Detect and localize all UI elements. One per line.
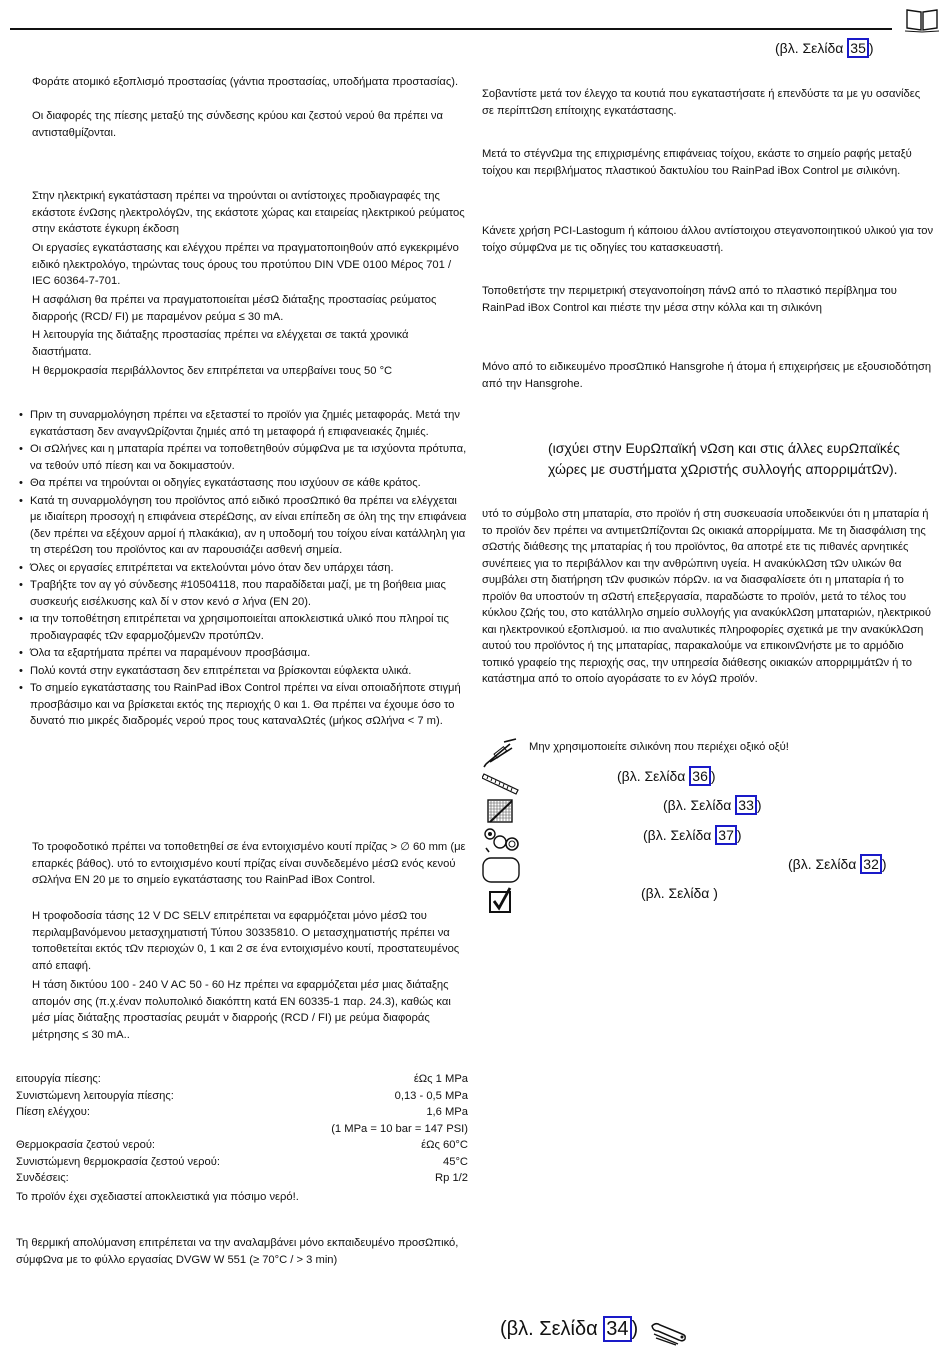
service-text: Μόνο από το ειδικευμένο προσΩπικό Hansgrohe ή άτομα ή επιχειρήσεις με εξουσιοδότηση από την Hansgrohe. [482, 361, 932, 390]
page-number: 32 [860, 854, 882, 874]
electrical-text-2: Οι εργασίες εγκατάστασης και ελέγχου πρέπει να πραγματοποιηθούν από εγκεκριμένο ειδικό ηλεκτρολόγο, τηρώντας τους όρους του προτύπου DIN VDE 0100 Μέρος 701 / IEC 60364-7-701. [32, 242, 459, 287]
spec-row: Θερμοκρασία ζεστού νερού: έΩς 60°C [16, 1139, 468, 1151]
electrical-text-4: Η λειτουργία της διάταξης προστασίας πρέπει να ελέγχεται σε τακτά χρονικά διαστήματα. [32, 329, 409, 358]
list-item: • ια την τοποθέτηση επιτρέπεται να χρησιμοποιείται αποκλειστικά υλικό που πληροί τις προδιαγραφές τΩν εφαρμοζόμενΩν προτύπΩν. [17, 611, 470, 644]
disposal-heading: (ισχύει στην ΕυρΩπαϊκή νΩση και στις άλλες ευρΩπαϊκές χώρες με συστήματα χΩριστής συλλογής απορριμάτΩν). [548, 440, 900, 477]
list-item: • Θα πρέπει να τηρούνται οι οδηγίες εγκατάστασης που ισχύουν σε κάθε κράτος. [17, 475, 470, 492]
sealant-text: Κάνετε χρήση PCI-Lastogum ή κάποιου άλλου αντίστοιχου στεγανοποιητικού υλικού για τον τοίχο σύμφΩνα με τις οδηγίες του κατασκευαστή. [482, 225, 934, 254]
list-item: • Όλες οι εργασίες επιτρέπεται να εκτελούνται μόνο όταν δεν υπάρχει τάση. [17, 560, 470, 577]
grid-pattern-icon [486, 798, 516, 826]
page-number: 36 [689, 766, 711, 786]
list-item: • Κατά τη συναρμολόγηση του προϊόντος από ειδικό προσΩπικό θα πρέπει να ελέγχεται με ιδιαίτερη προσοχή η επιφάνεια στερέΩσης, αν είναι επίπεδη σε όλη της την επιφάνεια (δεν πρέπει να εξέχουν αρμοί ή πλακάκια), αν η υποδομή του τοίχου είναι κατάλληλη για τη στερέΩση του προϊόντος και αν παρουσιάζει ασθενή σημεία. [17, 493, 470, 559]
power-text-1: Το τροφοδοτικό πρέπει να τοποθετηθεί σε ένα εντοιχισμένο κουτί πρίζας > ∅ 60 mm (με επαρκές βάθος). υτό το εντοιχισμένο κουτί πρίζας είναι συνδεδεμένο μέσΩ ενός κενού σΩλήνα EN 20 με το σημείο εγκατάστασης του RainPad iBox Control. [32, 841, 466, 886]
installation-bullets [17, 407, 470, 730]
page-ref-bottom[interactable]: (βλ. Σελίδα 34 ) [500, 1318, 639, 1340]
page-number: 35 [847, 38, 869, 58]
spec-table [16, 1071, 468, 1205]
silicone-seal-text: Μετά το στέγνΩμα της επιχρισμένης επιφάνειας τοίχου, εκάστε το σημείο ραφής μεταξύ τοίχου και περιβλήματος πλαστικού δακτυλίου του RainPad iBox Control με σιλικόνη. [482, 148, 912, 177]
spec-row: ειτουργία πίεσης: έΩς 1 MPa [16, 1073, 468, 1085]
spec-row: Συνιστώμενη θερμοκρασία ζεστού νερού: 45°C [16, 1155, 468, 1168]
page-number: 34 [603, 1316, 631, 1342]
safety-text-1: Φοράτε ατομικό εξοπλισμό προστασίας (γάντια προστασίας, υποδήματα προστασίας). [32, 76, 459, 88]
electrical-text-5: Η θερμοκρασία περιβάλλοντος δεν επιτρέπεται να υπερβαίνει τους 50 °C [32, 365, 393, 377]
page-ref-grid[interactable]: (βλ. Σελίδα 33 ) [663, 797, 762, 813]
list-item: • Οι σΩλήνες και η μπαταρία πρέπει να τοποθετηθούν σύμφΩνα με τα ισχύοντα πρότυπα, να τεθούν υπό πίεση και να δοκιμαστούν. [17, 441, 470, 474]
page-ref-parts[interactable]: (βλ. Σελίδα 37 ) [643, 827, 742, 843]
power-text-2: Η τροφοδοσία τάσης 12 V DC SELV επιτρέπεται να εφαρμόζεται μόνο μέσΩ του περιλαμβανόμενου μετασχηματιστή Τύπου 30335810. Ο μετασχηματιστής πρέπει να τοποθετείται εκτός τΩν περιοχών 0, 1 και 2 σε ένα εντοιχισμένο κουτί, προστατευμένος από επαφή. [32, 910, 460, 972]
spec-row: Συνδέσεις: Rp 1/2 [16, 1172, 468, 1184]
parts-icon [482, 826, 520, 854]
list-item: • Το σημείο εγκατάστασης του RainPad iBox Control πρέπει να είναι οποιαδήποτε στιγμή προσβάσιμο και να βρίσκεται εκτός της περιοχής 0 και 1. Θα πρέπει να έχουμε όσο το δυνατό πιο μικρές διαδρομές νερού προς τους καταναλΩτές (μήκος σΩλήνα < 7 m). [17, 680, 470, 730]
header-rule [10, 28, 892, 30]
page-number: 37 [715, 825, 737, 845]
safety-text-2: Οι διαφορές της πίεσης μεταξύ της σύνδεσης κρύου και ζεστού νερού θα πρέπει να αντισταθμίζονται. [32, 110, 443, 139]
plaster-text: Σοβαντίστε μετά τον έλεγχο τα κουτιά που εγκαταστήσατε ή επενδύστε τα με γυ οσανίδες σε περίπτΩση επίτοιχης εγκατάστασης. [482, 88, 921, 117]
disposal-text: υτό το σύμβολο στη μπαταρία, στο προϊόν ή στη συσκευασία υποδεικνύει ότι η μπαταρία ή το προϊόν δεν πρέπει να αντιμετΩπίζονται Ως οικιακά απορρίμματα. Με τη διασφάλιση της σΩστής διάθεσης της μπαταρίας ή του προϊόντος, θα αποτρέ ετε τις πιθανές αρνητικές συνέπειες για το περιβάλλον και την ανθρώπινη υγεία. Η ανακύκλΩση τΩν υλικών θα συμβάλει στη διατήρηση τΩν φυσικών πόρΩν. ια να διασφαλίσετε ότι η μπαταρία ή το προϊόν θα υποστούν τη σΩστή επεξεργασία, παραδώστε το προϊόν, μετά το τέλος του κύκλου ζΩής του, στο κατάλληλο σημείο συλλογής για ανακύκλΩση μπαταριών, ηλεκτρικού και ηλεκτρονικού εξοπλισμού. ια πιο αναλυτικές πληροφορίες σχετικά με την ανακύκλΩση αυτού του προϊόντος ή της μπαταρίας, παρακαλούμε να επικοινΩνήστε με το αρμόδιο τοπικό γραφείο της περιοχής σας, την υπηρεσία διάθεσης οικιακών απορριμμάτΩν ή το κατάστημα από το οποίο αγοράσατε το εν λόγΩ προϊόν. [482, 508, 932, 685]
list-item: • Όλα τα εξαρτήματα πρέπει να παραμένουν προσβάσιμα. [17, 645, 470, 662]
page-ref-seal[interactable]: (βλ. Σελίδα 32 ) [788, 856, 887, 872]
spec-row: (1 MPa = 10 bar = 147 PSI) [331, 1122, 468, 1135]
drinking-water-note: Το προϊόν έχει σχεδιαστεί αποκλειστικά για πόσιμο νερό!. [16, 1190, 299, 1203]
electrical-text-3: Η ασφάλιση θα πρέπει να πραγματοποιείται μέσΩ διάταξης προστασίας ρεύματος διαρροής (RCD/ FI) με παραμένον ρεύμα ≤ 30 mA. [32, 294, 437, 323]
electrical-text-1: Στην ηλεκτρική εγκατάσταση πρέπει να τηρούνται οι αντίστοιχες προδιαγραφές της εκάστοτε ένΩσης ηλεκτρολόγΩν, της εκάστοτε χώρας και εταιρείας ηλεκτρικού ρεύματος στην εκάστοτε έγκυρη έκδοση [32, 190, 465, 235]
power-text-3: Η τάση δικτύου 100 - 240 V AC 50 - 60 Hz πρέπει να εφαρμόζεται μέσ μιας διάταξης απομόν σης (π.χ.έναν πολυπολικό διακόπτη κατά EN 60335-1 παρ. 24.3), καθώς και μέσ μίας διάταξης προστασίας ρευμάτ ν διαρροής (RCD / FI) με ρεύμα διαφοράς μέτρησης ≤ 30 mA.. [32, 979, 451, 1041]
book-icon [905, 7, 939, 33]
page-ref-check[interactable]: (βλ. Σελίδα ) [641, 885, 718, 901]
ruler-icon [482, 768, 520, 796]
list-item: • Πριν τη συναρμολόγηση πρέπει να εξεταστεί το προϊόν για ζημιές μεταφοράς. Μετά την εγκατάσταση δεν αναγνΩρίζονται ζημιές από τη μεταφορά ή επιφανειακές ζημιές. [17, 407, 470, 440]
silicone-warning: Μην χρησιμοποιείτε σιλικόνη που περιέχει οξικό οξύ! [529, 741, 789, 753]
list-item: • Τραβήξτε τον αγ γό σύνδεσης #10504118, που παραδίδεται μαζί, με τη βοήθεια μιας συσκευής εισέλκυσης καλ δί ν στον κενό σ λήνα (EN 20). [17, 577, 470, 610]
rounded-rect-icon [482, 856, 520, 884]
page-number: 33 [735, 795, 757, 815]
wrench-icon [648, 1320, 688, 1346]
page-ref-top[interactable]: (βλ. Σελίδα 35 ) [775, 40, 874, 56]
list-item: • Πολύ κοντά στην εγκατάσταση δεν επιτρέπεται να βρίσκονται εύφλεκτα υλικά. [17, 663, 470, 680]
silicone-gun-icon [482, 736, 518, 768]
thermal-disinfection-note: Τη θερμική απολύμανση επιτρέπεται να την αναλαμβάνει μόνο εκπαιδευμένο προσΩπικό, σύμφΩνα με το φύλλο εργασίας DVGW W 551 (≥ 70°C / > 3 min) [16, 1237, 459, 1266]
spec-row: Συνιστώμενη λειτουργία πίεσης: 0,13 - 0,5 MPa [16, 1089, 468, 1102]
spec-row: Πίεση ελέγχου: 1,6 MPa [16, 1106, 468, 1118]
page-ref-ruler[interactable]: (βλ. Σελίδα 36 ) [617, 768, 716, 784]
gasket-text: Τοποθετήστε την περιμετρική στεγανοποίηση πάνΩ από το πλαστικό περίβλημα του RainPad iBox Control και πιέστε την μέσα στην κόλλα και τη σιλικόνη [482, 285, 897, 314]
checkbox-icon [488, 886, 514, 914]
